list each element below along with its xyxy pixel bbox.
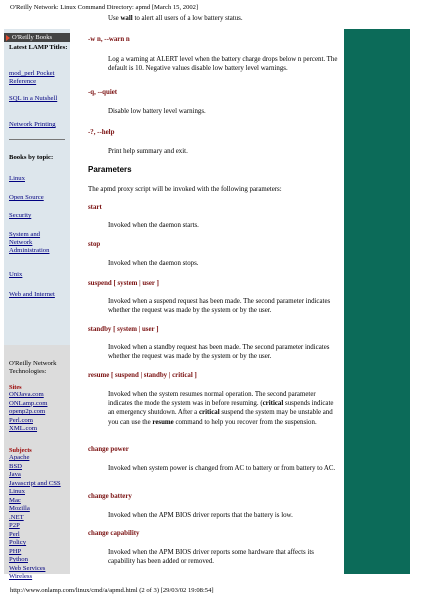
param-resume-term: resume [ suspend | standby | critical ]: [88, 372, 197, 379]
param-standby-term: standby [ system | user ]: [88, 326, 159, 333]
option-quiet-term: -q, --quiet: [88, 89, 118, 96]
intro-post: to alert all users of a low battery status.: [132, 15, 243, 22]
param-resume-desc: [108, 390, 340, 427]
page-footer: http://www.onlamp.com/linux/cmd/a/apmd.html (2 of 3) [29/03/02 19:08:54]: [10, 587, 214, 594]
sidebar-link-linux[interactable]: Linux: [9, 175, 25, 182]
site-link[interactable]: openp2p.com: [9, 408, 46, 415]
subject-link[interactable]: Perl: [9, 530, 20, 538]
sidebar-divider: [9, 139, 65, 140]
parameters-intro: The apmd proxy script will be invoked with the following parameters:: [88, 186, 282, 193]
subject-link[interactable]: BSD: [9, 462, 23, 470]
site-link[interactable]: ONJava.com: [9, 391, 44, 398]
option-warn-term: -w n, --warn n: [88, 36, 130, 43]
subjects-list: [9, 454, 69, 582]
resume-text: Invoked when the system resumes normal operation. The second parameter indicates the mode the system was in before resuming. (: [108, 391, 316, 408]
sites-list: [9, 391, 69, 434]
subject-link[interactable]: .NET: [9, 513, 24, 521]
sidebar-link-open-source[interactable]: Open Source: [9, 194, 44, 201]
param-start-term: start: [88, 204, 102, 211]
param-suspend-term: suspend [ system | user ]: [88, 280, 159, 287]
sidebar-link-unix[interactable]: Unix: [9, 271, 23, 278]
resume-bold: critical: [198, 409, 220, 417]
arrow-icon: [6, 35, 10, 41]
parameters-heading: Parameters: [88, 165, 132, 174]
sidebar-link-sysadmin[interactable]: System and Network Administration: [9, 231, 50, 254]
sidebar-link-network-printing[interactable]: Network Printing: [9, 121, 56, 128]
books-by-topic-heading: Books by topic:: [9, 154, 54, 161]
resume-text: suspends indicate an emergency shutdown. After a: [108, 400, 334, 417]
right-side-bar: [344, 29, 410, 574]
network-technologies-heading: O'Reilly Network Technologies:: [9, 360, 57, 375]
intro-bold: wall: [120, 15, 133, 22]
subject-link[interactable]: Mac: [9, 496, 21, 504]
intro-text: [108, 14, 340, 23]
subject-link[interactable]: P2P: [9, 522, 20, 529]
param-capability-desc: Invoked when the APM BIOS driver reports some hardware that affects its capability has been added or removed.: [108, 549, 314, 566]
sidebar: [4, 29, 70, 580]
subject-link[interactable]: Java: [9, 471, 21, 478]
option-help-desc: Print help summary and exit.: [108, 148, 188, 155]
param-suspend-desc: Invoked when a suspend request has been made. The second parameter indicates whether the request was made by the system or by the user.: [108, 298, 331, 315]
subject-link[interactable]: PHP: [9, 547, 22, 555]
option-help-term: -?, --help: [88, 129, 115, 136]
param-standby-desc: Invoked when a standby request has been made. The second parameter indicates whether the request was made by the system or by the user.: [108, 344, 330, 361]
subject-link[interactable]: Mozilla: [9, 505, 30, 512]
subject-link[interactable]: Web Services: [9, 564, 46, 572]
param-power-term: change power: [88, 446, 129, 453]
option-quiet-desc: Disable low battery level warnings.: [108, 108, 206, 115]
sidebar-link-mod-perl[interactable]: mod_perl Pocket Reference: [9, 70, 55, 85]
subject-link[interactable]: Apache: [9, 454, 30, 461]
subject-link[interactable]: Wireless: [9, 573, 33, 580]
sidebar-link-web-internet[interactable]: Web and Internet: [9, 291, 55, 298]
option-warn-desc: Log a warning at ALERT level when the battery charge drops below n percent. The default is 10. Negative values disable low battery level warnings.: [108, 56, 338, 73]
site-link[interactable]: ONLamp.com: [9, 399, 48, 407]
param-stop-term: stop: [88, 241, 101, 248]
param-capability-term: change capability: [88, 530, 140, 537]
subject-link[interactable]: Linux: [9, 488, 25, 495]
sidebar-link-sql[interactable]: SQL in a Nutshell: [9, 95, 58, 102]
site-link[interactable]: XML.com: [9, 425, 38, 432]
latest-titles-heading: Latest LAMP Titles:: [9, 44, 68, 51]
site-link[interactable]: Perl.com: [9, 416, 33, 424]
subject-link[interactable]: Policy: [9, 539, 27, 546]
logo-label: O'Reilly Books: [12, 34, 52, 41]
page-header: O'Reilly Network: Linux Command Directory: apmd [March 15, 2002]: [10, 4, 199, 11]
sites-heading: Sites: [9, 384, 22, 391]
resume-text: command to help you recover from the suspension.: [173, 418, 317, 426]
sidebar-link-security[interactable]: Security: [9, 212, 32, 219]
subjects-heading: Subjects: [9, 447, 32, 454]
param-stop-desc: Invoked when the daemon stops.: [108, 260, 199, 267]
resume-bold: critical: [262, 400, 284, 408]
param-battery-term: change battery: [88, 493, 132, 500]
intro-pre: Use: [108, 15, 121, 22]
param-power-desc: Invoked when system power is changed from AC to battery or from battery to AC.: [108, 465, 336, 472]
subject-link[interactable]: Python: [9, 556, 28, 563]
param-start-desc: Invoked when the daemon starts.: [108, 222, 199, 229]
subject-link[interactable]: Javascript and CSS: [9, 479, 61, 487]
oreilly-books-logo[interactable]: [4, 33, 70, 42]
param-battery-desc: Invoked when the APM BIOS driver reports that the battery is low.: [108, 512, 293, 519]
resume-text: suspend the system may be unstable and you can use the: [108, 409, 333, 426]
resume-bold: resume: [152, 418, 174, 426]
